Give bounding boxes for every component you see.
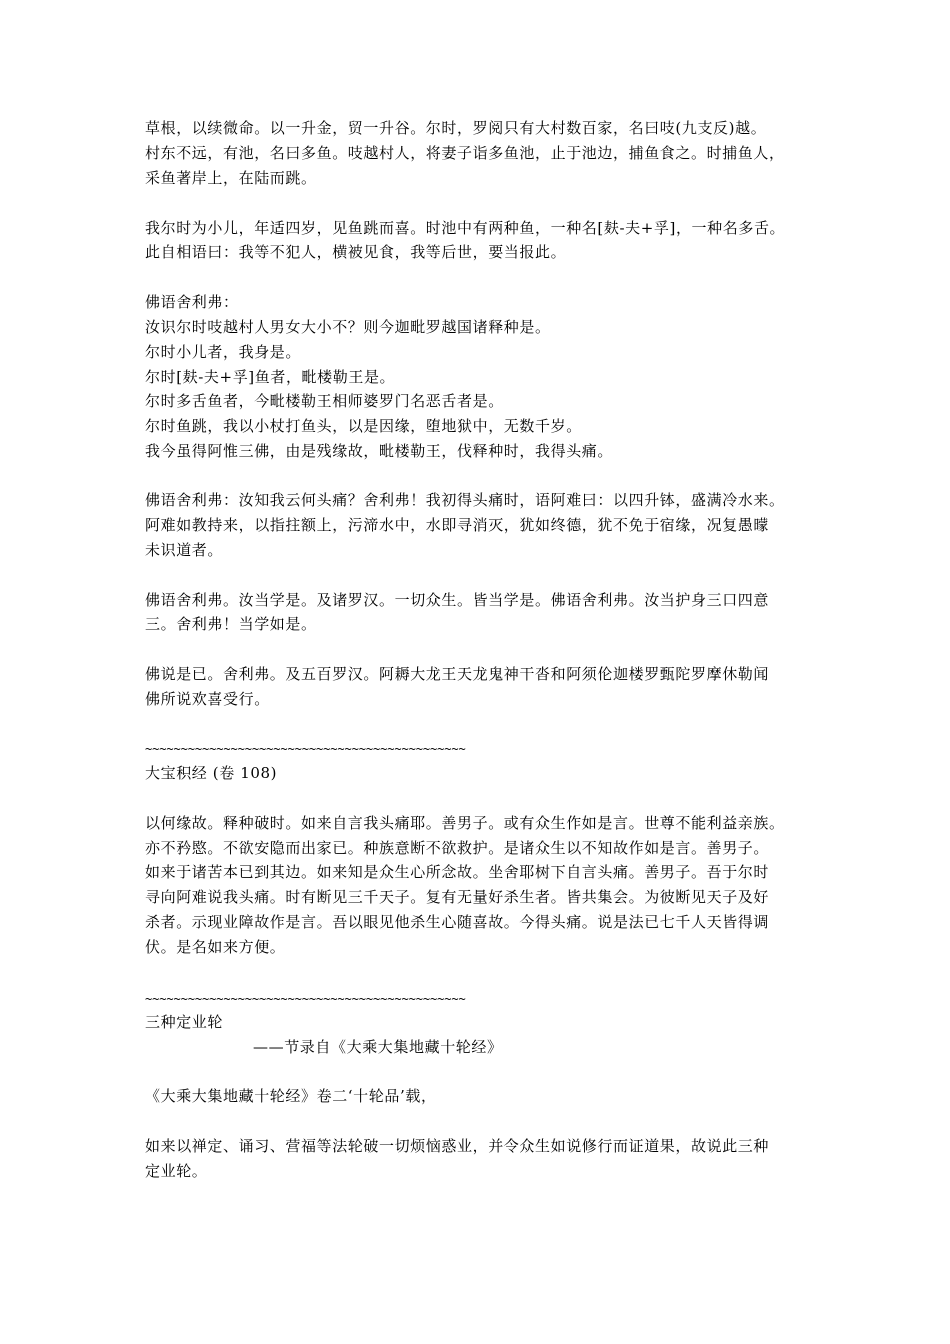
tilde-divider: ~~~~~~~~~~~~~~~~~~~~~~~~~~~~~~~~~~~~~~~~~~~~~ bbox=[145, 742, 466, 756]
paragraph-line: 村东不远，有池，名曰多鱼。吱越村人，将妻子诣多鱼池，止于池边，捕鱼食之。时捕鱼人， bbox=[145, 144, 785, 162]
paragraph-line: 阿难如教持来，以指拄额上，污渧水中，水即寻消灭，犹如终德，犹不免于宿缘，况复愚曚 bbox=[145, 516, 770, 534]
paragraph-line: 佛语舍利弗：汝知我云何头痛？舍利弗！我初得头痛时，语阿难曰：以四升钵，盛满冷水来。 bbox=[145, 491, 785, 509]
paragraph-line: 定业轮。 bbox=[145, 1162, 208, 1180]
paragraph-line: 尔时[麸-夫+孚]鱼者，毗楼勒王是。 bbox=[145, 368, 396, 386]
paragraph-line: 以何缘故。释种破时。如来自言我头痛耶。善男子。或有众生作如是言。世尊不能利益亲族。 bbox=[145, 814, 785, 832]
paragraph-line: 寻向阿难说我头痛。时有断见三千天子。复有无量好杀生者。皆共集会。为彼断见天子及好 bbox=[145, 888, 770, 906]
source-attribution: ——节录自《大乘大集地藏十轮经》 bbox=[253, 1038, 503, 1056]
paragraph-line: 我尔时为小儿，年适四岁，见鱼跳而喜。时池中有两种鱼，一种名[麸-夫+孚]，一种名多舌。 bbox=[145, 219, 786, 237]
tilde-divider: ~~~~~~~~~~~~~~~~~~~~~~~~~~~~~~~~~~~~~~~~~~~~~ bbox=[145, 992, 466, 1006]
paragraph-line: 三。舍利弗！当学如是。 bbox=[145, 615, 317, 633]
paragraph-line: 汝识尔时吱越村人男女大小不？则今迦毗罗越国诸释种是。 bbox=[145, 318, 551, 336]
paragraph-line: 尔时多舌鱼者，今毗楼勒王相师婆罗门名恶舌者是。 bbox=[145, 392, 504, 410]
paragraph-line: 未识道者。 bbox=[145, 541, 224, 559]
paragraph-line: 佛所说欢喜受行。 bbox=[145, 690, 270, 708]
paragraph-line: 佛语舍利弗。汝当学是。及诸罗汉。一切众生。皆当学是。佛语舍利弗。汝当护身三口四意 bbox=[145, 591, 770, 609]
paragraph-line: 尔时鱼跳，我以小杖打鱼头，以是因缘，堕地狱中，无数千岁。 bbox=[145, 417, 582, 435]
paragraph-line: 佛说是已。舍利弗。及五百罗汉。阿耨大龙王天龙鬼神干沓和阿须伦迦楼罗甄陀罗摩休勒闻 bbox=[145, 665, 770, 683]
paragraph-line: 尔时小儿者，我身是。 bbox=[145, 343, 302, 361]
paragraph-line: 如来以禅定、诵习、营福等法轮破一切烦恼惑业，并令众生如说修行而证道果，故说此三种 bbox=[145, 1137, 770, 1155]
paragraph-line: 伏。是名如来方便。 bbox=[145, 938, 286, 956]
paragraph-line: 我今虽得阿惟三佛，由是残缘故，毗楼勒王，伐释种时，我得头痛。 bbox=[145, 442, 614, 460]
paragraph-line: 《大乘大集地藏十轮经》卷二‘十轮品’载， bbox=[145, 1087, 437, 1105]
section-heading: 大宝积经 (卷 108) bbox=[145, 764, 278, 782]
paragraph-line: 如来于诸苦本已到其边。如来知是众生心所念故。坐舍耶树下自言头痛。善男子。吾于尔时 bbox=[145, 863, 770, 881]
paragraph-line: 采鱼著岸上，在陆而跳。 bbox=[145, 169, 317, 187]
paragraph-line: 杀者。示现业障故作是言。吾以眼见他杀生心随喜故。今得头痛。说是法已七千人天皆得调 bbox=[145, 913, 770, 931]
paragraph-line: 草根，以续微命。以一升金，贸一升谷。尔时，罗阅只有大村数百家，名曰吱(九支反)越。 bbox=[145, 119, 767, 137]
paragraph-line: 佛语舍利弗： bbox=[145, 293, 239, 311]
section-heading: 三种定业轮 bbox=[145, 1013, 224, 1031]
paragraph-line: 亦不矜愍。不欲安隐而出家已。种族意断不欲救护。是诸众生以不知故作如是言。善男子。 bbox=[145, 839, 770, 857]
paragraph-line: 此自相语曰：我等不犯人，横被见食，我等后世，要当报此。 bbox=[145, 243, 567, 261]
